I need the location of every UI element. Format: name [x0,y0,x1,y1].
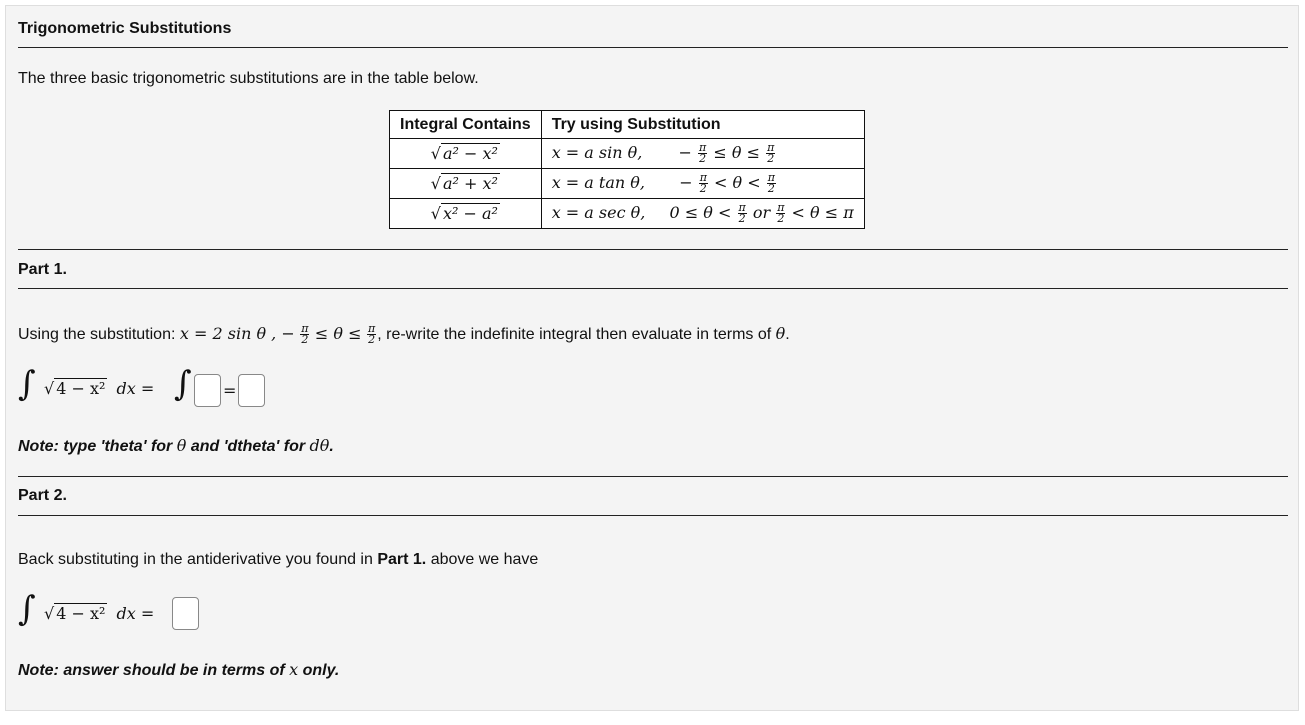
divider [18,47,1288,48]
range-expr: − $\frac{\pi}{2}$ ≤ θ ≤ $\frac{\pi}{2}$ [678,141,775,165]
sqrt-expression: √ x² − a² [430,204,498,223]
integral-sign: ∫ [18,589,36,629]
part2-label: Part 2. [18,487,67,504]
part2-text: Back substituting in the antiderivative you found in Part 1. above we have [18,551,539,568]
substitution-expr: x = a tan θ, [551,173,645,192]
page-title: Trigonometric Substitutions [18,20,232,37]
substitution-table [389,110,865,229]
substitution-expr: x = 2 sin θ , − [179,324,295,343]
sqrt-expression: √ a² − x² [430,144,498,163]
part1-note: Note: type 'theta' for θ and 'dtheta' for dθ. [18,436,334,455]
substitution-expr: x = a sec θ, [551,203,646,222]
substitution-expr: x = a sin θ, [551,143,643,162]
table-row [390,199,865,229]
question-panel [5,5,1299,711]
integrand: √ 4 − x² dx = [44,604,155,623]
divider [18,476,1288,477]
integral-sign: ∫ [18,364,36,404]
range-expr: 0 ≤ θ < $\frac{\pi}{2}$ or $\frac{\pi}{2}$ < θ ≤ π [669,201,854,225]
antiderivative-input[interactable] [172,597,199,630]
sqrt-expression: √ a² + x² [430,174,498,193]
table-header-integral: Integral Contains [390,111,542,139]
integrand: √ 4 − x² dx = [44,379,155,398]
intro-text: The three basic trigonometric substitutions are in the table below. [18,70,479,87]
part2-note: Note: answer should be in terms of x only. [18,660,340,679]
equals-sign: = [223,381,237,400]
transformed-integrand-input[interactable] [194,374,221,407]
evaluated-integral-input[interactable] [238,374,265,407]
part1-label: Part 1. [18,261,67,278]
table-row [390,139,865,169]
range-expr: − $\frac{\pi}{2}$ < θ < $\frac{\pi}{2}$ [679,171,775,195]
table-header-substitution: Try using Substitution [541,111,864,139]
divider [18,288,1288,289]
integral-sign: ∫ [174,364,192,404]
table-row [390,169,865,199]
part1-instructions: Using the substitution: x = 2 sin θ , − $\frac{\pi}{2}$ ≤ θ ≤ $\frac{\pi}{2}$ , re-write the indefinite integral then evaluate in terms of θ. [18,322,790,347]
divider [18,249,1288,250]
divider [18,515,1288,516]
